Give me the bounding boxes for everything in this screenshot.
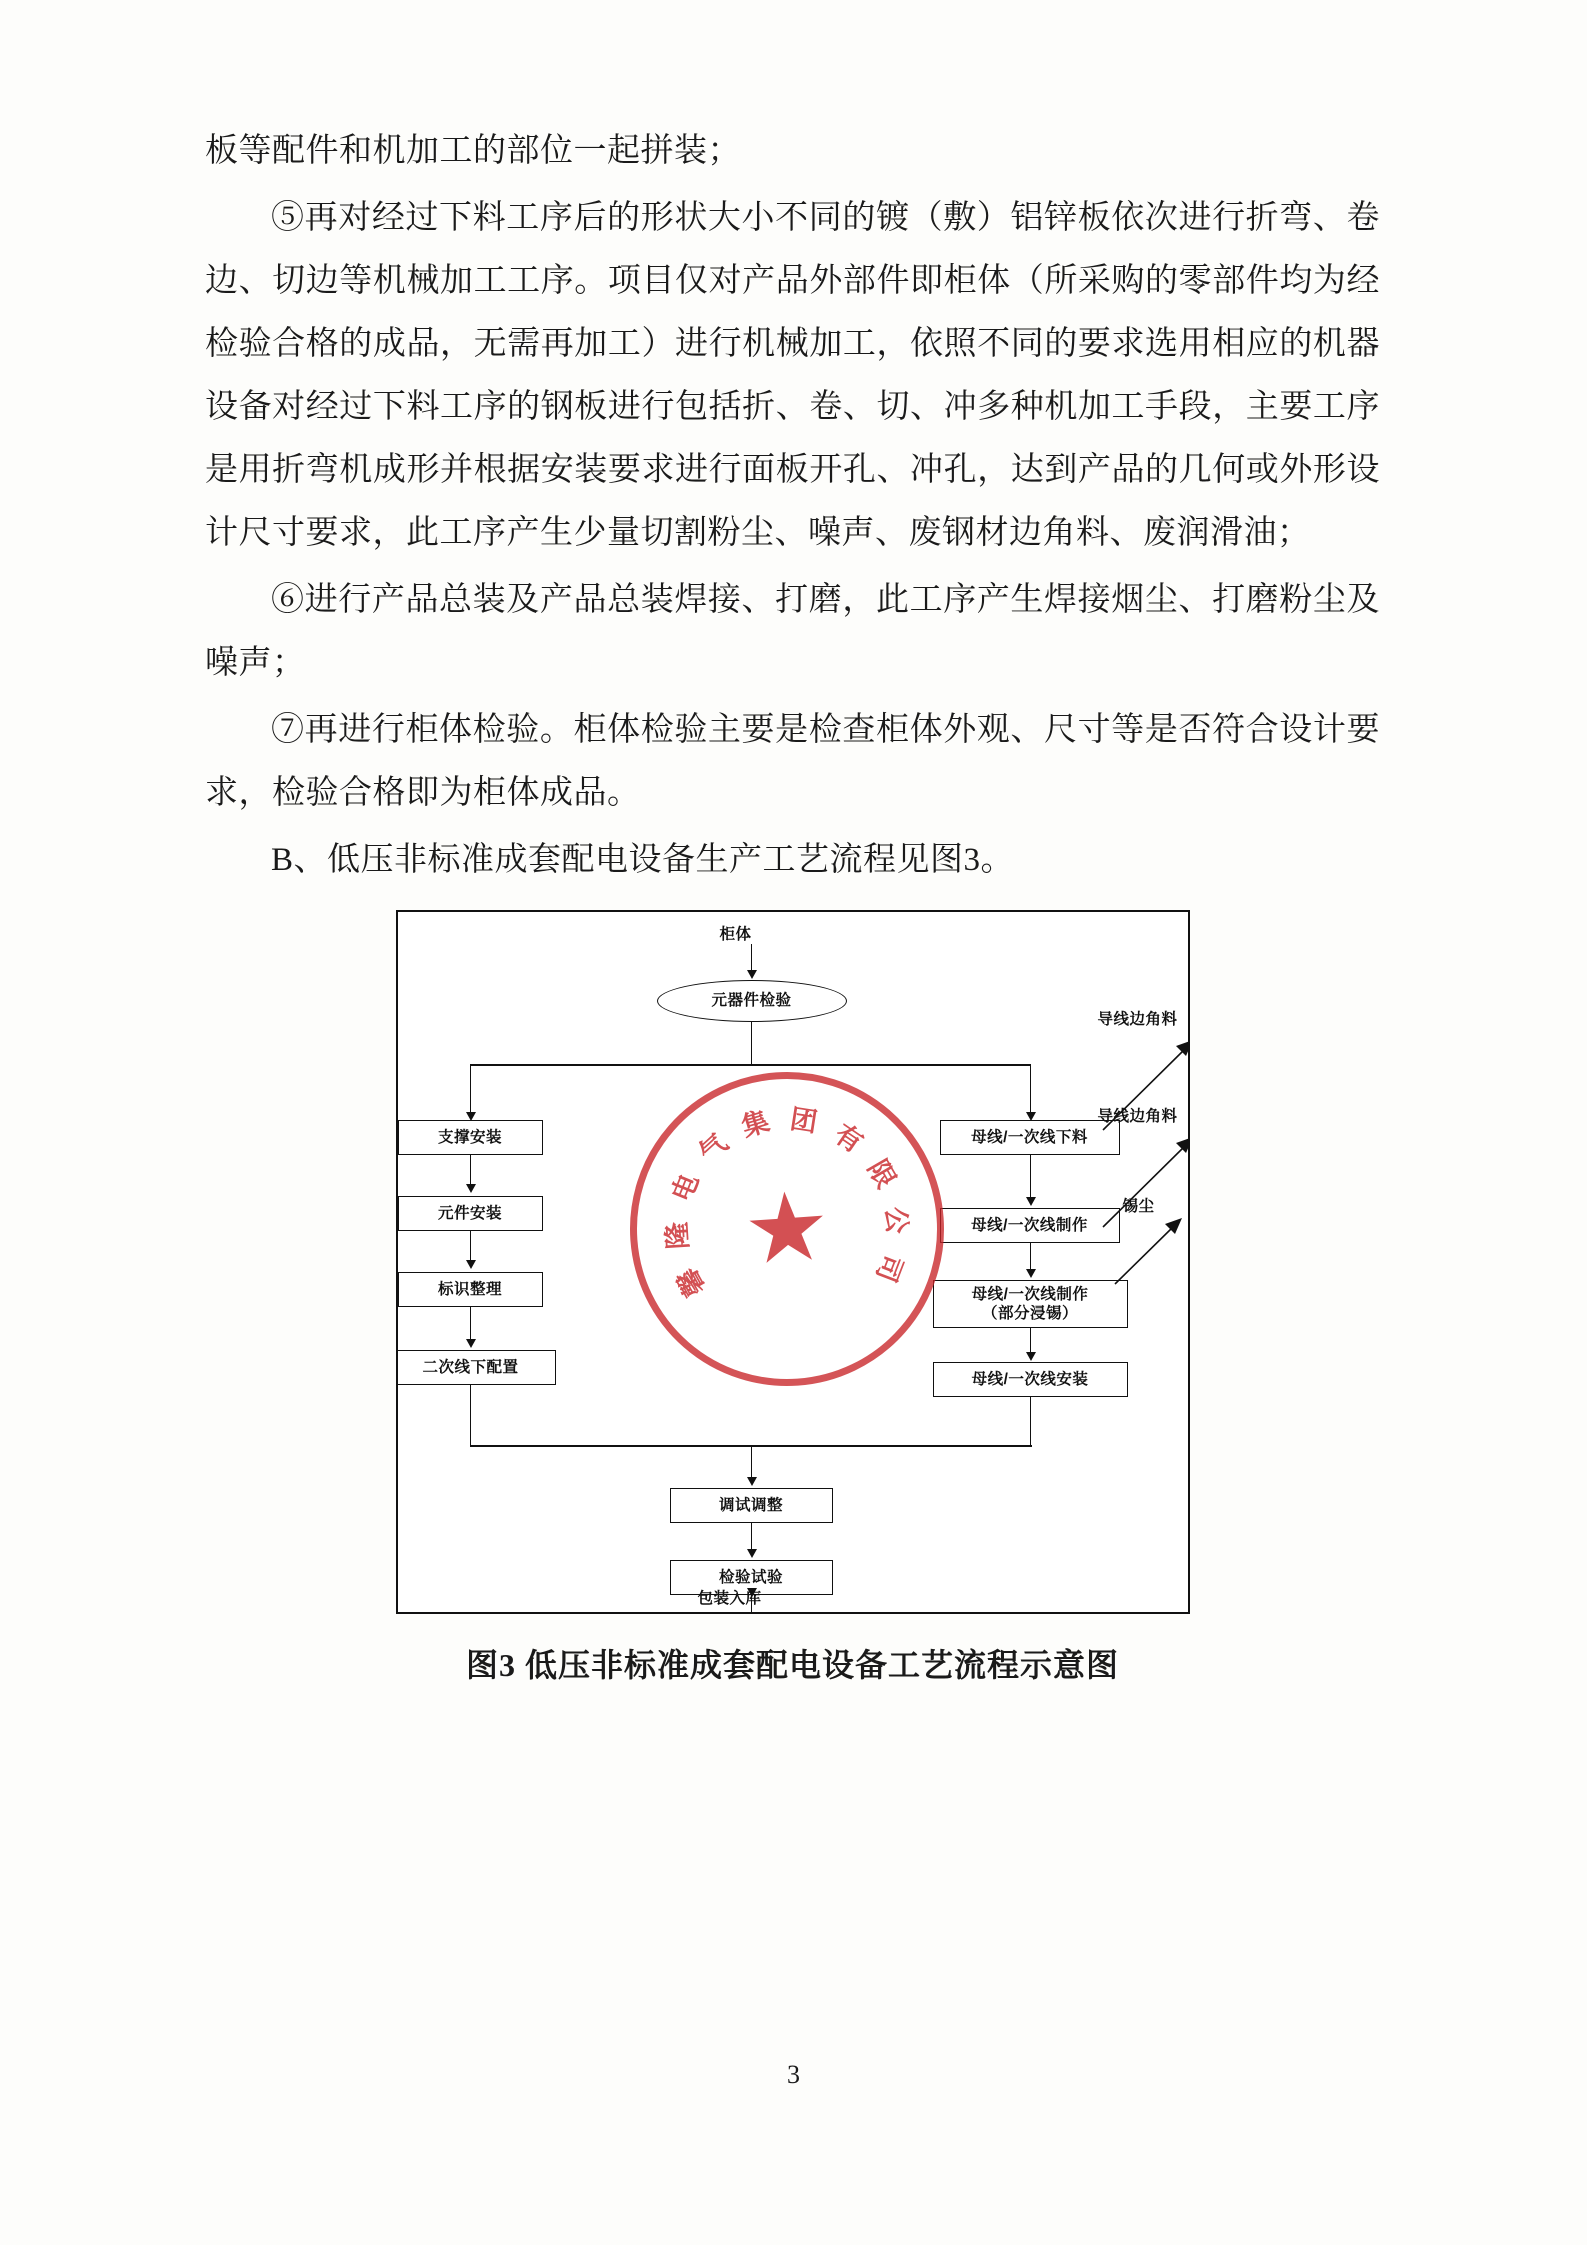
node-left-1: 支撑安装 xyxy=(398,1120,543,1155)
arrow-right-1-2 xyxy=(1026,1197,1036,1206)
node-right-3-line1: 母线/一次线制作 xyxy=(971,1285,1089,1303)
connector-ellipse-down xyxy=(751,1022,753,1064)
arrow-left-1-2 xyxy=(466,1184,476,1193)
seal-arc-text: 馨 隆 电 气 集 团 有 限 公 司 xyxy=(661,1103,912,1302)
node-bottom-2: 检验试验 xyxy=(670,1560,833,1595)
arrow-left-2-3 xyxy=(466,1260,476,1269)
arrow-bottom-1-2 xyxy=(747,1549,757,1558)
flow-input-label: 柜体 xyxy=(719,926,752,943)
arrow-left-3-4 xyxy=(466,1339,476,1348)
connector-left-branch xyxy=(470,1064,472,1116)
arrow-right-3-4 xyxy=(1026,1352,1036,1361)
node-right-1: 母线/一次线下料 xyxy=(940,1120,1120,1155)
paragraph-1: ⑤再对经过下料工序后的形状大小不同的镀（敷）铝锌板依次进行折弯、卷边、切边等机械加工工序。项目仅对产品外部件即柜体（所采购的零部件均为经检验合格的成品，无需再加工）进行机械加工，依照不同的要求选用相应的机器设备对经过下料工序的钢板进行包括折、卷、切、冲多种机加工手段，主要工序是用折弯机成形并根据安装要求进行面板开孔、冲孔，达到产品的几何或外形设计尺寸要求，此工序产生少量切割粉尘、噪声、废钢材边角料、废润滑油； xyxy=(205,200,1380,551)
emission-label-3: 锡尘 xyxy=(1122,1198,1155,1215)
connector-right-4-merge xyxy=(1030,1397,1032,1445)
node-bottom-1: 调试调整 xyxy=(670,1488,833,1523)
arrow-merge-down xyxy=(747,1477,757,1486)
node-right-3-line2: （部分浸锡） xyxy=(981,1305,1078,1322)
connector-left-4-merge xyxy=(470,1385,472,1445)
connector-right-1-2 xyxy=(1030,1155,1032,1203)
node-right-2: 母线/一次线制作 xyxy=(940,1208,1120,1243)
paragraph-4: B、低压非标准成套配电设备生产工艺流程见图3。 xyxy=(271,842,1015,878)
paragraph-2: ⑥进行产品总装及产品总装焊接、打磨，此工序产生焊接烟尘、打磨粉尘及噪声； xyxy=(205,582,1380,681)
node-left-4: 二次线下配置 xyxy=(396,1350,556,1385)
paragraph-3: ⑦再进行柜体检验。柜体检验主要是检查柜体外观、尺寸等是否符合设计要求，检验合格即为柜体成品。 xyxy=(205,712,1380,811)
process-flow-diagram xyxy=(396,910,1190,1614)
connector-top xyxy=(751,944,753,972)
company-seal-stamp xyxy=(619,1061,954,1396)
bus-horizontal xyxy=(470,1064,1030,1066)
page-content xyxy=(205,120,1380,1686)
node-left-3: 标识整理 xyxy=(398,1272,543,1307)
arrow-top xyxy=(747,970,757,979)
connector-right-branch xyxy=(1030,1064,1032,1116)
node-left-2: 元件安装 xyxy=(398,1196,543,1231)
flow-output-label: 包装入库 xyxy=(697,1590,762,1607)
figure-container xyxy=(205,910,1380,1614)
paragraph-0: 板等配件和机加工的部位一起拼装； xyxy=(205,133,741,169)
arrow-right-2-3 xyxy=(1026,1269,1036,1278)
node-right-3 xyxy=(933,1280,1128,1328)
emission-label-2: 导线边角料 xyxy=(1097,1108,1178,1125)
page-number: 3 xyxy=(787,2060,800,2089)
figure-caption: 图3 低压非标准成套配电设备工艺流程示意图 xyxy=(465,1647,1119,1683)
node-right-4: 母线/一次线安装 xyxy=(933,1362,1128,1397)
emission-label-1: 导线边角料 xyxy=(1097,1011,1178,1028)
seal-star-icon: ★ xyxy=(739,1172,834,1285)
node-inspection: 元器件检验 xyxy=(657,980,847,1022)
